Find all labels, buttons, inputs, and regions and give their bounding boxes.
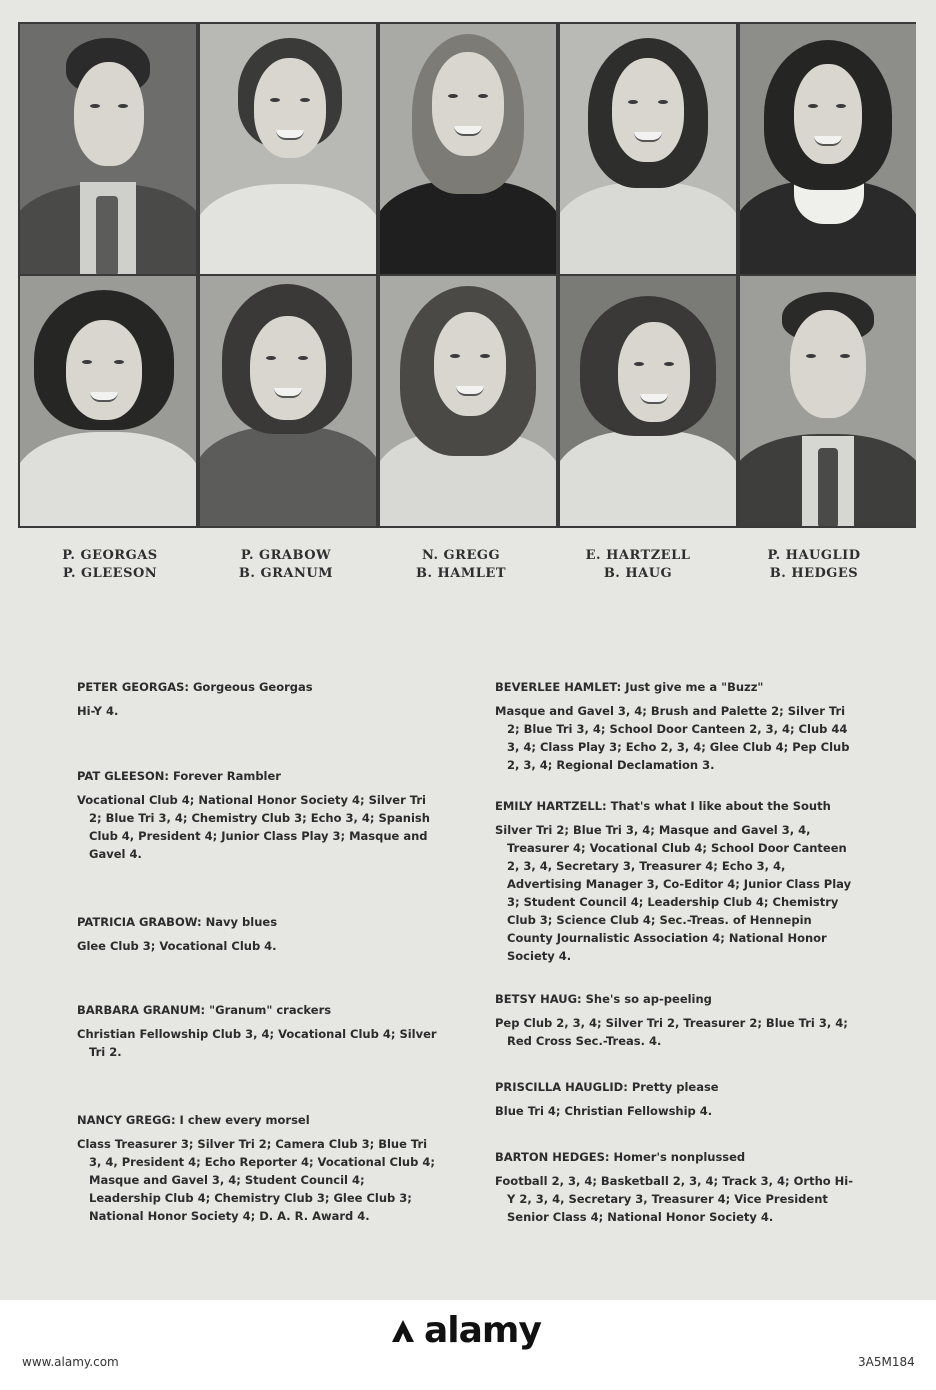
caption-column-2 [206,547,366,583]
entry-heading: PATRICIA GRABOW: Navy blues [77,915,278,929]
entry-heading: PRISCILLA HAUGLID: Pretty please [495,1080,719,1094]
portrait-hauglid [740,24,916,274]
alamy-mark-icon [388,1316,418,1346]
entry-heading: BARBARA GRANUM: "Granum" crackers [77,1003,332,1017]
entry-heading: BEVERLEE HAMLET: Just give me a "Buzz" [495,680,764,694]
entry-activities: Glee Club 3; Vocational Club 4. [77,939,277,953]
portrait-gregg [380,24,556,274]
entry-granum [77,1001,437,1061]
portrait-haug [560,276,736,526]
caption-top: P. GEORGAS [62,548,158,563]
entry-heading: BARTON HEDGES: Homer's nonplussed [495,1150,746,1164]
entry-hamlet [495,678,857,774]
portrait-georgas [20,24,196,274]
entry-gleeson [77,767,437,863]
alamy-logo [388,1310,541,1351]
caption-bottom: B. HEDGES [769,566,859,581]
entry-heading: PETER GEORGAS: Gorgeous Georgas [77,680,313,694]
caption-column-4 [558,547,718,583]
entry-heading: NANCY GREGG: I chew every morsel [77,1113,310,1127]
caption-bottom: B. GRANUM [238,566,334,581]
caption-bottom: B. HAMLET [415,566,507,581]
caption-column-5 [734,547,894,583]
caption-top: E. HARTZELL [585,548,691,563]
portrait-grabow [200,24,376,274]
entry-georgas [77,678,437,720]
entry-activities: Hi-Y 4. [77,704,119,718]
portrait-grid [18,22,916,528]
caption-top: P. GRABOW [240,548,332,563]
entry-hedges [495,1148,857,1226]
entry-hartzell [495,797,857,965]
portrait-granum [200,276,376,526]
caption-top: P. HAUGLID [767,548,861,563]
entry-activities: Pep Club 2, 3, 4; Silver Tri 2, Treasurer 2; Blue Tri 3, 4; Red Cross Sec.-Treas. 4. [495,1016,848,1048]
entry-activities: Silver Tri 2; Blue Tri 3, 4; Masque and Gavel 3, 4, Treasurer 4; Vocational Club 4; School Door Canteen 2, 3, 4, Secretary 3, Treasurer 4; Echo 3, 4, Advertising Manager 3, Co-Editor 4; Junior Class Play 3; Student Council 4; Leadership Club 4; Chemistry Club 3; Science Club 4; Sec.-Treas. of Hennepin County Journalistic Association 4; National Honor Society 4. [495,823,852,963]
entry-activities: Christian Fellowship Club 3, 4; Vocational Club 4; Silver Tri 2. [77,1027,437,1059]
entry-activities: Masque and Gavel 3, 4; Brush and Palette 2; Silver Tri 2; Blue Tri 3, 4; School Door Canteen 2, 3, 4; Club 44 3, 4; Class Play 3; Echo 2, 3, 4; Glee Club 4; Pep Club 2, 3, 4; Regional Declamation 3. [495,704,850,772]
portrait-hedges [740,276,916,526]
entry-hauglid [495,1078,857,1120]
caption-bottom: B. HAUG [603,566,673,581]
portrait-hartzell [560,24,736,274]
portrait-gleeson [20,276,196,526]
entry-grabow [77,913,437,955]
caption-column-1 [30,547,190,583]
entry-heading: BETSY HAUG: She's so ap-peeling [495,992,712,1006]
entry-activities: Blue Tri 4; Christian Fellowship 4. [495,1104,713,1118]
entry-activities: Football 2, 3, 4; Basketball 2, 3, 4; Track 3, 4; Ortho Hi-Y 2, 3, 4, Secretary 3, Treasurer 4; Vice President Senior Class 4; National Honor Society 4. [495,1174,853,1224]
caption-top: N. GREGG [421,548,501,563]
entry-gregg [77,1111,437,1225]
entry-heading: PAT GLEESON: Forever Rambler [77,769,281,783]
image-id: 3A5M184 [858,1355,915,1369]
entry-activities: Class Treasurer 3; Silver Tri 2; Camera Club 3; Blue Tri 3, 4, President 4; Echo Reporter 4; Vocational Club 4; Masque and Gavel 3, 4; Student Council 4; Leadership Club 4; Chemistry Club 3; Glee Club 3; National Honor Society 4; D. A. R. Award 4. [77,1137,435,1223]
entry-haug [495,990,857,1050]
entry-heading: EMILY HARTZELL: That's what I like about the South [495,799,831,813]
alamy-logo-text: alamy [424,1310,541,1351]
watermark-url: www.alamy.com [22,1355,119,1369]
caption-bottom: P. GLEESON [62,566,158,581]
caption-column-3 [381,547,541,583]
entry-activities: Vocational Club 4; National Honor Society 4; Silver Tri 2; Blue Tri 3, 4; Chemistry Club 3; Echo 3, 4; Spanish Club 4, President 4; Junior Class Play 3; Masque and Gavel 4. [77,793,430,861]
portrait-hamlet [380,276,556,526]
